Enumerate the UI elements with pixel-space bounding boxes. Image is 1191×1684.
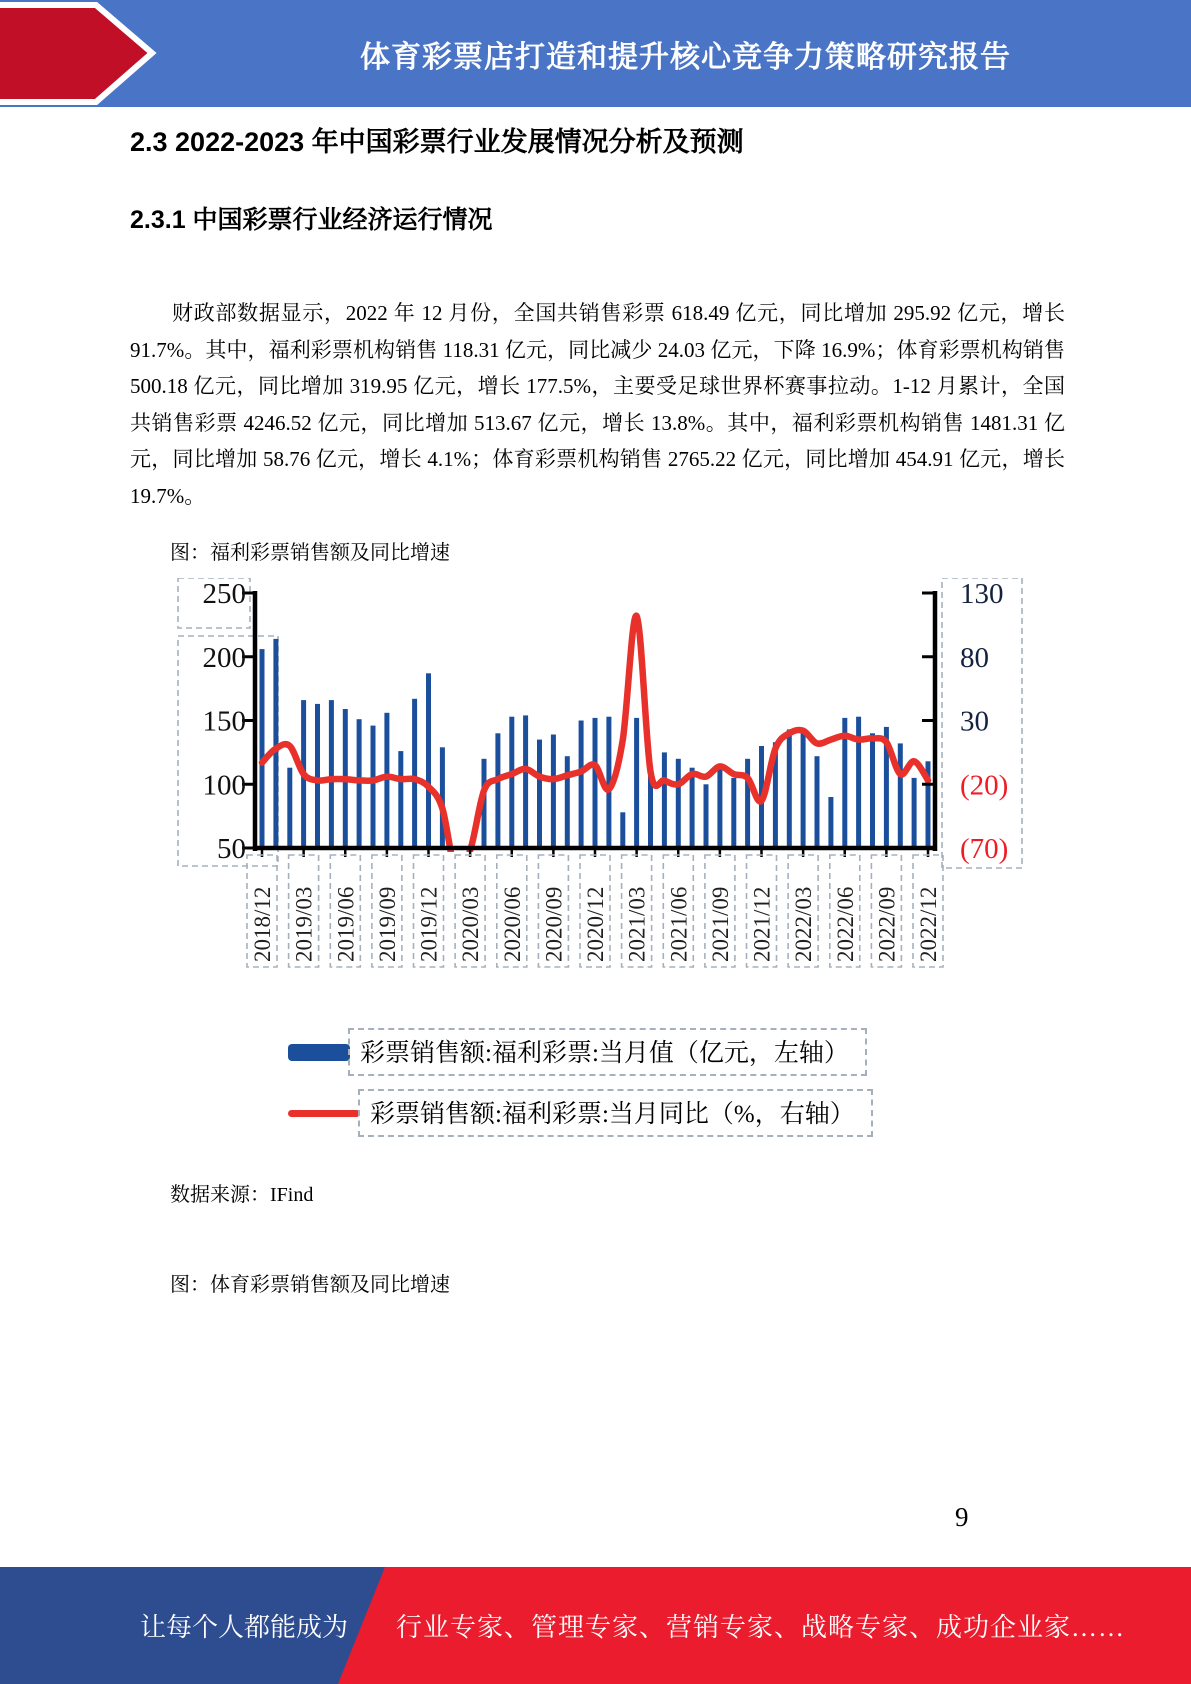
svg-text:150: 150 bbox=[202, 705, 246, 738]
svg-text:200: 200 bbox=[202, 641, 246, 674]
svg-text:80: 80 bbox=[960, 641, 989, 674]
svg-text:(20): (20) bbox=[960, 769, 1009, 802]
svg-text:2019/12: 2019/12 bbox=[416, 886, 442, 962]
svg-text:2021/06: 2021/06 bbox=[666, 886, 692, 962]
x-axis-labels bbox=[247, 855, 943, 967]
right-axis-labels bbox=[960, 578, 1008, 865]
svg-text:2019/03: 2019/03 bbox=[291, 886, 317, 962]
bar-series bbox=[260, 639, 931, 848]
svg-text:130: 130 bbox=[960, 578, 1004, 610]
left-axis-labels bbox=[203, 578, 247, 865]
subsection-heading: 2.3.1 中国彩票行业经济运行情况 bbox=[130, 206, 493, 234]
svg-text:2021/09: 2021/09 bbox=[707, 886, 733, 962]
svg-text:2019/06: 2019/06 bbox=[333, 886, 359, 962]
svg-text:2020/12: 2020/12 bbox=[583, 886, 608, 962]
figure1-caption: 图：福利彩票销售额及同比增速 bbox=[170, 542, 450, 564]
line-series-swatch bbox=[288, 1110, 360, 1117]
section-heading: 2.3 2022-2023 年中国彩票行业发展情况分析及预测 bbox=[130, 127, 744, 157]
welfare-lottery-chart bbox=[170, 578, 1030, 978]
bar-series-swatch bbox=[288, 1044, 350, 1061]
footer-slogan-right: 行业专家、管理专家、营销专家、战略专家、成功企业家…… bbox=[396, 1613, 1126, 1642]
page-header-banner bbox=[0, 0, 1191, 107]
report-title: 体育彩票店打造和提升核心竞争力策略研究报告 bbox=[360, 40, 1011, 74]
svg-text:2022/06: 2022/06 bbox=[832, 886, 858, 962]
svg-text:2020/09: 2020/09 bbox=[541, 886, 567, 962]
svg-text:2022/09: 2022/09 bbox=[874, 886, 900, 962]
svg-text:30: 30 bbox=[960, 705, 989, 738]
bar-series-label: 彩票销售额:福利彩票:当月值（亿元，左轴） bbox=[348, 1028, 867, 1076]
svg-text:(70): (70) bbox=[960, 833, 1009, 865]
page-number: 9 bbox=[955, 1502, 969, 1532]
chart-legend bbox=[288, 1028, 873, 1137]
body-paragraph: 财政部数据显示，2022 年 12 月份，全国共销售彩票 618.49 亿元，同比增加 295.92 亿元，增长 91.7%。其中，福利彩票机构销售 118.31 亿元，同比减少 24.03 亿元，下降 16.9%；体育彩票机构销售 500.18 亿元，同比增加 319.95 亿元，增长 177.5%，主要受足球世界杯赛事拉动。1-12 月累计，全国共销售彩票 4246.52 亿元，同比增加 513.67 亿元，增长 13.8%。其中，福利彩票机构销售 1481.31 亿元，同比增加 58.76 亿元，增长 4.1%；体育彩票机构销售 2765.22 亿元，同比增加 454.91 亿元，增长 19.7%。 bbox=[130, 301, 1065, 508]
svg-text:2020/03: 2020/03 bbox=[458, 886, 484, 962]
svg-text:2022/03: 2022/03 bbox=[791, 886, 817, 962]
svg-text:2020/06: 2020/06 bbox=[499, 886, 525, 962]
svg-text:2018/12: 2018/12 bbox=[250, 886, 275, 962]
red-arrow-icon bbox=[0, 0, 170, 107]
legend-item-bar-series bbox=[288, 1028, 873, 1076]
data-source: 数据来源：IFind bbox=[170, 1184, 314, 1206]
figure2-caption: 图：体育彩票销售额及同比增速 bbox=[170, 1274, 450, 1296]
svg-text:250: 250 bbox=[202, 578, 246, 610]
line-series-label: 彩票销售额:福利彩票:当月同比（%，右轴） bbox=[358, 1089, 873, 1137]
svg-text:100: 100 bbox=[202, 769, 246, 802]
footer-slogan-left: 让每个人都能成为 bbox=[140, 1613, 349, 1642]
svg-text:2022/12: 2022/12 bbox=[916, 886, 941, 962]
legend-item-line-series bbox=[288, 1089, 873, 1137]
svg-text:2021/12: 2021/12 bbox=[749, 886, 775, 962]
svg-text:50: 50 bbox=[217, 833, 246, 865]
svg-text:2021/03: 2021/03 bbox=[624, 886, 650, 962]
page-footer bbox=[0, 1567, 1191, 1684]
svg-text:2019/09: 2019/09 bbox=[374, 886, 400, 962]
